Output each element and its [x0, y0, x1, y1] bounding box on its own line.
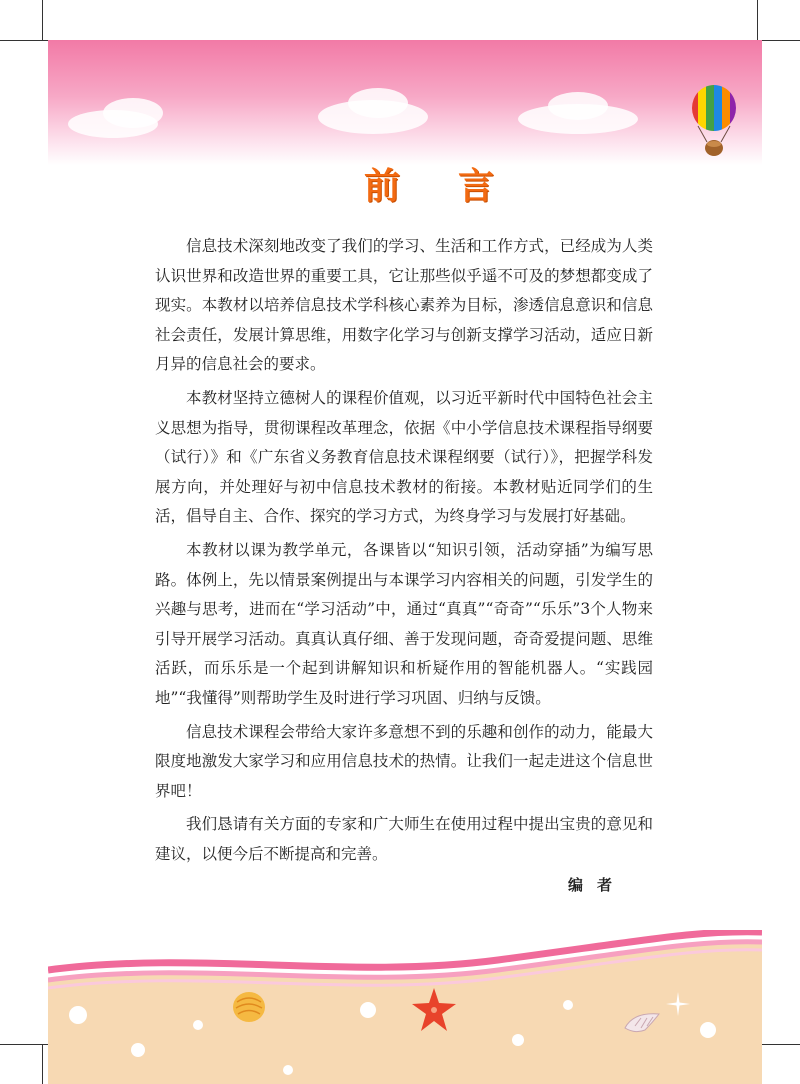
hot-air-balloon-icon	[688, 84, 740, 160]
paragraph: 信息技术深刻地改变了我们的学习、生活和工作方式，已经成为人类认识世界和改造世界的重要工具，它让那些似乎遥不可及的梦想都变成了现实。本教材以培养信息技术学科核心素养为目标，渗透信息意识和信息社会责任，发展计算思维，用数字化学习与创新支撑学习活动，适应日新月异的信息社会的要求。	[155, 237, 653, 374]
crop-mark-bottom-left-h	[0, 1044, 48, 1045]
crop-mark-bottom-left-v	[42, 1044, 43, 1084]
seashell-icon	[231, 990, 267, 1024]
page-title: 前言	[363, 166, 552, 207]
preface-body	[155, 232, 653, 873]
cloud	[103, 98, 163, 128]
paragraph: 信息技术课程会带给大家许多意想不到的乐趣和创作的动力，能最大限度地激发大家学习和应用信息技术的热情。让我们一起走进这个信息世界吧！	[155, 722, 653, 800]
footer-beach	[48, 930, 762, 1084]
signature: 编者	[568, 876, 627, 894]
crop-mark-top-left-h	[0, 40, 48, 41]
paragraph: 本教材坚持立德树人的课程价值观，以习近平新时代中国特色社会主义思想为指导，贯彻课程改革理念，依据《中小学信息技术课程指导纲要（试行）》和《广东省义务教育信息技术课程纲要（试行）》，把握学科发展方向，并处理好与初中信息技术教材的衔接。本教材贴近同学们的生活，倡导自主、合作、探究的学习方式，为终身学习与发展打好基础。	[155, 388, 653, 526]
beach-illustration	[48, 930, 762, 1084]
starfish-icon	[410, 986, 458, 1034]
paragraph: 本教材以课为教学单元，各课皆以“知识引领，活动穿插”为编写思路。体例上，先以情景案例提出与本课学习内容相关的问题，引发学生的兴趣与思考，进而在“学习活动”中，通过“真真”“奇奇”“乐乐”3个人物来引导开展学习活动。真真认真仔细、善于发现问题，奇奇爱提问题、思维活跃，而乐乐是一个起到讲解知识和析疑作用的智能机器人。“实践园地”“我懂得”则帮助学生及时进行学习巩固、归纳与反馈。	[155, 540, 653, 707]
crop-mark-top-left-v	[42, 0, 43, 40]
sparkle-icon	[666, 992, 690, 1016]
crop-mark-top-right-v	[757, 0, 758, 40]
cloud	[348, 88, 408, 118]
conch-icon	[623, 1008, 663, 1034]
paragraph: 我们恳请有关方面的专家和广大师生在使用过程中提出宝贵的意见和建议，以便今后不断提高和完善。	[155, 815, 653, 863]
cloud	[548, 92, 608, 120]
header-banner	[48, 40, 762, 165]
